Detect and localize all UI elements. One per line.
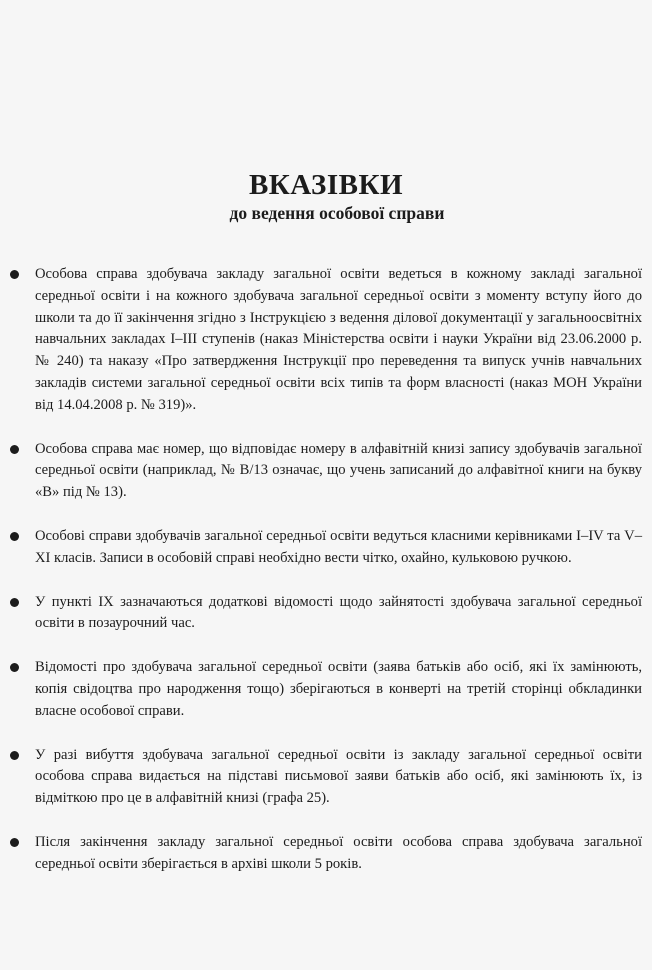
page-subtitle: до ведення особової справи	[229, 203, 445, 223]
list-item-text: Після закінчення закладу загальної середньої освіти особова справа здобувача загальної середньої освіти зберігається в архіві школи 5 років.	[35, 833, 642, 872]
bullet-icon	[10, 445, 19, 454]
list-item	[8, 832, 642, 876]
list-item	[8, 657, 642, 722]
list-item-text: Особові справи здобувачів загальної середньої освіти ведуться класними керівниками І–IV та V–XI класів. Записи в особовій справі необхідно вести чітко, охайно, кульковою ручкою.	[35, 527, 642, 566]
bullet-icon	[10, 838, 19, 847]
list-item	[8, 745, 642, 810]
bullet-icon	[10, 532, 19, 541]
list-item-text: Відомості про здобувача загальної середньої освіти (заява батьків або осіб, які їх замінюють, копія свідоцтва про народження тощо) зберігаються в конверті на третій сторінці обкладинки власне особової справи.	[35, 659, 642, 719]
bullet-icon	[10, 751, 19, 760]
instructions-list	[8, 264, 642, 898]
list-item	[8, 526, 642, 570]
bullet-icon	[10, 598, 19, 607]
list-item	[8, 592, 642, 636]
bullet-icon	[10, 270, 19, 279]
bullet-icon	[10, 663, 19, 672]
list-item-text: У пункті IX зазначаються додаткові відомості щодо зайнятості здобувача загальної середньої освіти в позаурочний час.	[35, 593, 642, 632]
list-item	[8, 264, 642, 417]
list-item	[8, 439, 642, 504]
list-item-text: У разі вибуття здобувача загальної середньої освіти із закладу загальної середньої освіти особова справа видається на підставі письмової заяви батьків або осіб, які замінюють їх, із відміткою про це в алфавітній книзі (графа 25).	[35, 746, 642, 807]
page-title: ВКАЗІВКИ	[248, 169, 404, 201]
list-item-text: Особова справа має номер, що відповідає номеру в алфавітній книзі запису здобувачів загальної середньої освіти (наприклад, № В/13 означає, що учень записаний до алфавітної книги на букву «В» під № 13).	[35, 440, 642, 501]
list-item-text: Особова справа здобувача закладу загальної освіти ведеться в кожному закладі загальної середньої освіти і на кожного здобувача загальної середньої освіти з моменту вступу його до школи та до її закінчення згідно з Інструкцією з ведення ділової документації у загальноосвітніх навчальних закладах І–ІІІ ступенів (наказ Міністерства освіти і науки України від 23.06.2000 р. № 240) та наказу «Про затвердження Інструкції про переведення та випуск учнів навчальних закладів системи загальної середньої освіти всіх типів та форм власності (наказ МОН України від 14.04.2008 р. № 319)».	[35, 266, 642, 413]
